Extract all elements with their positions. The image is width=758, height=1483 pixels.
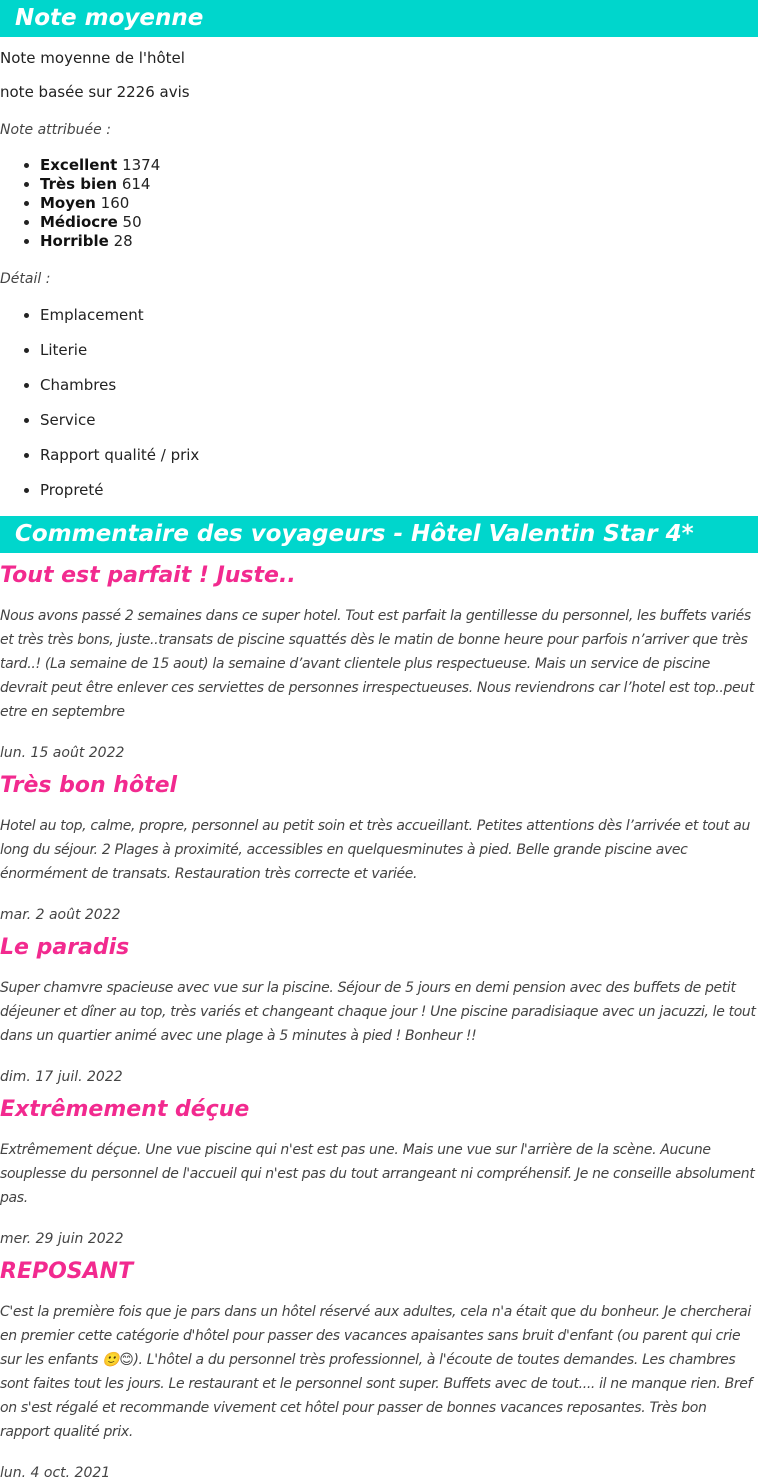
review-date: mar. 2 août 2022 <box>0 907 121 923</box>
section-header-average: Note moyenne <box>0 0 758 37</box>
review-title: REPOSANT <box>0 1259 134 1284</box>
rating-item <box>40 194 758 213</box>
review-body: Nous avons passé 2 semaines dans ce super hotel. Tout est parfait la gentillesse du personnel, les buffets variés et très très bons, juste..transats de piscine squattés dès le matin de bonne heure pour parfois n’arriver que très tard..! (La semaine de 15 aout) la semaine d’avant clientele plus respectueuse. Mais un service de piscine devrait peut être enlever ces serviettes de personnes irrespectueuses. Nous reviendrons car l’hotel est top..peut etre en septembre <box>0 608 754 720</box>
review-count-text: note basée sur 2226 avis <box>0 83 190 101</box>
section-header-reviews: Commentaire des voyageurs - Hôtel Valentin Star 4* <box>0 516 758 553</box>
review-body: Hotel au top, calme, propre, personnel au petit soin et très accueillant. Petites attentions dès l’arrivée et tout au long du séjour. 2 Plages à proximité, accessibles en quelquesminutes à pied. Belle grande piscine avec énormément de transats. Restauration très correcte et variée. <box>0 818 751 882</box>
review-body: Extrêmement déçue. Une vue piscine qui n'est est pas une. Mais une vue sur l'arrière de la scène. Aucune souplesse du personnel de l'accueil qui n'est pas du tout arrangeant ni compréhensif. Je ne conseille absolument pas. <box>0 1142 755 1206</box>
review-card <box>0 933 758 1087</box>
review-title: Le paradis <box>0 935 130 960</box>
review-date: lun. 4 oct. 2021 <box>0 1465 111 1481</box>
review-card <box>0 771 758 925</box>
rating-count: 160 <box>100 194 130 212</box>
ratings-list <box>0 156 758 251</box>
detail-item: • Propreté <box>40 480 758 500</box>
ratings-label: Note attribuée : <box>0 122 111 138</box>
review-title: Tout est parfait ! Juste.. <box>0 563 296 588</box>
detail-item: • Service <box>40 410 758 430</box>
rating-count: 50 <box>122 213 142 231</box>
review-card <box>0 1095 758 1249</box>
detail-label: Détail : <box>0 271 51 287</box>
review-card <box>0 1257 758 1483</box>
review-title: Extrêmement déçue <box>0 1097 250 1122</box>
detail-item: • Rapport qualité / prix <box>40 445 758 465</box>
rating-item <box>40 175 758 194</box>
review-title: Très bon hôtel <box>0 773 178 798</box>
details-list <box>0 305 758 500</box>
rating-label: Médiocre <box>40 213 118 231</box>
rating-count: 28 <box>113 232 133 250</box>
review-card <box>0 561 758 763</box>
rating-count: 1374 <box>122 156 161 174</box>
detail-item: • Chambres <box>40 375 758 395</box>
rating-label: Très bien <box>40 175 118 193</box>
review-date: dim. 17 juil. 2022 <box>0 1069 123 1085</box>
review-date: lun. 15 août 2022 <box>0 745 125 761</box>
review-body: Super chamvre spacieuse avec vue sur la piscine. Séjour de 5 jours en demi pension avec des buffets de petit déjeuner et dîner au top, très variés et changeant chaque jour ! Une piscine paradisiaque avec un jacuzzi, le tout dans un quartier animé avec une plage à 5 minutes à pied ! Bonheur !! <box>0 980 756 1044</box>
rating-item <box>40 232 758 251</box>
review-date: mer. 29 juin 2022 <box>0 1231 124 1247</box>
rating-count: 614 <box>121 175 151 193</box>
detail-item: • Literie <box>40 340 758 360</box>
review-body: C'est la première fois que je pars dans un hôtel réservé aux adultes, cela n'a était que du bonheur. Je chercherai en premier cette catégorie d'hôtel pour passer des vacances apaisantes sans bruit d'enfant (ou parent qui crie sur les enfants 🙂😊). L'hôtel a du personnel très professionnel, à l'écoute de toutes demandes. Les chambres sont faites tout les jours. Le restaurant et le personnel sont super. Buffets avec de tout.... il ne manque rien. Bref on s'est régalé et recommande vivement cet hôtel pour passer de bonnes vacances reposantes. Très bon rapport qualité prix. <box>0 1304 753 1440</box>
rating-item <box>40 213 758 232</box>
rating-label: Horrible <box>40 232 109 250</box>
rating-label: Excellent <box>40 156 118 174</box>
rating-label: Moyen <box>40 194 96 212</box>
detail-item: • Emplacement <box>40 305 758 325</box>
average-label: Note moyenne de l'hôtel <box>0 49 185 67</box>
rating-item <box>40 156 758 175</box>
